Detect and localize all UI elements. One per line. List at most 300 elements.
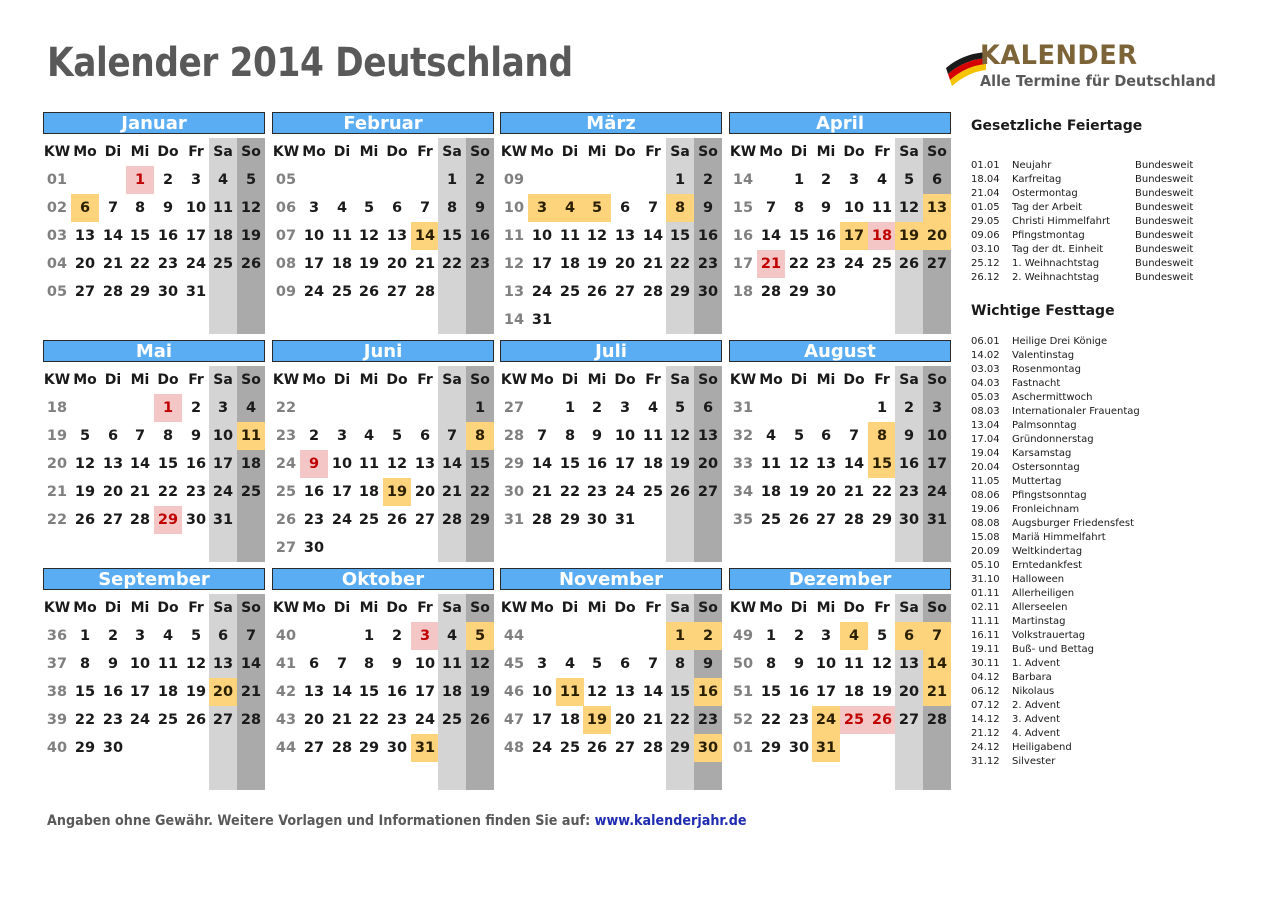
day-cell: 19 — [895, 222, 923, 250]
public-holidays-heading: Gesetzliche Feiertage — [971, 118, 1143, 134]
day-cell: 4 — [564, 656, 576, 672]
holiday-name: 2. Weihnachtstag — [1012, 272, 1100, 283]
day-cell: 5 — [391, 428, 403, 444]
day-cell — [840, 734, 868, 762]
day-cell: 22 — [129, 256, 151, 272]
day-cell: 16 — [185, 456, 207, 472]
day-cell: 25 — [840, 706, 868, 734]
day-cell — [383, 394, 411, 422]
weekday-header: Do — [614, 600, 636, 616]
day-cell: 20 — [614, 712, 636, 728]
day-cell: 28 — [414, 284, 436, 300]
holiday-entry — [971, 419, 1261, 433]
day-cell: 23 — [694, 250, 722, 278]
day-cell: 22 — [666, 250, 694, 278]
day-cell — [583, 306, 611, 334]
day-cell: 26 — [386, 512, 408, 528]
day-cell: 3 — [848, 172, 860, 188]
week-row — [272, 222, 494, 250]
day-cell: 9 — [793, 656, 805, 672]
month-block — [272, 568, 494, 762]
footer-disclaimer: Angaben ohne Gewähr. Weitere Vorlagen und Informationen finden Sie auf: — [47, 813, 595, 829]
weekend-filler — [209, 762, 237, 790]
holiday-date: 05.03 — [971, 392, 1000, 403]
week-row — [43, 450, 265, 478]
day-cell: 13 — [614, 228, 636, 244]
weekday-header: Mo — [73, 144, 97, 160]
day-cell: 22 — [157, 484, 179, 500]
logo[interactable] — [940, 40, 1240, 100]
weekday-header: Do — [614, 144, 636, 160]
weekday-header: Mi — [359, 600, 379, 616]
holiday-date: 01.11 — [971, 588, 1000, 599]
weekday-header: Di — [790, 372, 808, 388]
day-cell — [126, 734, 154, 762]
day-cell: 31 — [614, 512, 636, 528]
month-block — [43, 112, 265, 306]
day-cell — [812, 394, 840, 422]
day-cell: 2 — [466, 166, 494, 194]
week-number: 27 — [275, 540, 297, 556]
holiday-name: Christi Himmelfahrt — [1012, 216, 1111, 227]
weekday-header-row — [729, 366, 951, 394]
week-number: 20 — [46, 456, 68, 472]
week-number: 21 — [46, 484, 68, 500]
holiday-entry — [971, 257, 1261, 271]
week-number-header: KW — [272, 600, 300, 616]
day-cell — [237, 506, 265, 534]
week-number-header: KW — [500, 600, 528, 616]
holiday-entry — [971, 629, 1261, 643]
page-title: Kalender 2014 Deutschland — [47, 40, 573, 86]
holiday-entry — [971, 489, 1261, 503]
day-cell: 12 — [895, 194, 923, 222]
week-number: 07 — [275, 228, 297, 244]
day-cell: 6 — [619, 656, 631, 672]
day-cell: 27 — [614, 284, 636, 300]
weekend-filler — [923, 306, 951, 334]
holiday-name: Karfreitag — [1012, 174, 1062, 185]
holiday-scope: Bundesweit — [1135, 160, 1194, 171]
day-cell: 9 — [694, 650, 722, 678]
day-cell: 24 — [303, 284, 325, 300]
holiday-name: Weltkindertag — [1012, 546, 1083, 557]
month-block — [729, 568, 951, 762]
weekday-header: Sa — [666, 138, 694, 166]
day-cell: 15 — [666, 678, 694, 706]
week-row — [729, 678, 951, 706]
holiday-date: 08.03 — [971, 406, 1000, 417]
weekend-filler-row — [43, 534, 265, 562]
day-cell: 1 — [793, 172, 805, 188]
day-cell — [209, 278, 237, 306]
day-cell: 10 — [129, 656, 151, 672]
holiday-date: 08.08 — [971, 518, 1000, 529]
holiday-entry — [971, 699, 1261, 713]
week-row — [500, 166, 722, 194]
day-cell: 11 — [843, 656, 865, 672]
day-cell: 24 — [531, 284, 553, 300]
day-cell: 16 — [895, 450, 923, 478]
day-cell: 27 — [895, 706, 923, 734]
weekend-filler-row — [43, 306, 265, 334]
day-cell: 18 — [559, 256, 581, 272]
day-cell: 11 — [556, 678, 584, 706]
day-cell: 13 — [303, 684, 325, 700]
holiday-name: 4. Advent — [1012, 728, 1061, 739]
weekend-filler-row — [729, 534, 951, 562]
week-row — [729, 478, 951, 506]
holiday-date: 19.04 — [971, 448, 1000, 459]
holiday-name: Buß- und Bettag — [1012, 644, 1095, 655]
day-cell: 15 — [666, 222, 694, 250]
week-number: 42 — [275, 684, 297, 700]
day-cell: 20 — [414, 484, 436, 500]
week-number-header: KW — [43, 600, 71, 616]
week-row — [729, 706, 951, 734]
week-row — [43, 622, 265, 650]
day-cell — [923, 734, 951, 762]
day-cell: 1 — [876, 400, 888, 416]
week-row — [272, 706, 494, 734]
weekend-filler — [895, 306, 923, 334]
day-cell — [300, 166, 328, 194]
holiday-entry — [971, 391, 1261, 405]
month-name: März — [500, 112, 722, 134]
day-cell: 12 — [871, 656, 893, 672]
week-number: 48 — [503, 740, 525, 756]
holiday-entry — [971, 475, 1261, 489]
day-cell: 9 — [591, 428, 603, 444]
week-number: 37 — [46, 656, 68, 672]
day-cell: 22 — [438, 250, 466, 278]
day-cell: 24 — [843, 256, 865, 272]
day-cell — [666, 306, 694, 334]
holiday-date: 01.01 — [971, 160, 1000, 171]
weekday-header: So — [466, 366, 494, 394]
day-cell: 15 — [129, 228, 151, 244]
holiday-date: 29.05 — [971, 216, 1000, 227]
weekend-filler — [694, 762, 722, 790]
day-cell — [71, 394, 99, 422]
day-cell: 18 — [209, 222, 237, 250]
weekday-header: Fr — [874, 600, 890, 616]
week-row — [272, 394, 494, 422]
week-row — [43, 194, 265, 222]
month-days — [43, 138, 265, 306]
festive-days-list — [971, 335, 1261, 769]
weekend-filler — [895, 534, 923, 562]
holiday-date: 24.12 — [971, 742, 1000, 753]
day-cell: 23 — [466, 250, 494, 278]
week-row — [729, 394, 951, 422]
holiday-name: Heilige Drei Könige — [1012, 336, 1108, 347]
day-cell: 16 — [694, 678, 722, 706]
week-number: 30 — [503, 484, 525, 500]
day-cell: 4 — [765, 428, 777, 444]
weekday-header: Do — [843, 600, 865, 616]
month-days — [500, 594, 722, 762]
weekday-header: Mi — [816, 372, 836, 388]
weekday-header: Di — [104, 144, 122, 160]
day-cell: 11 — [157, 656, 179, 672]
day-cell: 1 — [79, 628, 91, 644]
week-row — [729, 194, 951, 222]
holiday-entry — [971, 187, 1261, 201]
holiday-scope: Bundesweit — [1135, 174, 1194, 185]
weekday-header-row — [43, 138, 265, 166]
day-cell: 13 — [895, 650, 923, 678]
week-row — [500, 250, 722, 278]
day-cell: 8 — [162, 428, 174, 444]
day-cell: 21 — [843, 484, 865, 500]
day-cell: 27 — [209, 706, 237, 734]
week-row — [43, 650, 265, 678]
day-cell: 17 — [840, 222, 868, 250]
day-cell: 14 — [237, 650, 265, 678]
day-cell: 21 — [237, 678, 265, 706]
month-days — [500, 366, 722, 534]
holiday-date: 25.12 — [971, 258, 1000, 269]
day-cell: 17 — [331, 484, 353, 500]
holiday-name: Muttertag — [1012, 476, 1062, 487]
day-cell — [528, 394, 556, 422]
holiday-entry — [971, 671, 1261, 685]
week-number-header: KW — [272, 372, 300, 388]
month-block — [729, 340, 951, 534]
day-cell: 5 — [237, 166, 265, 194]
day-cell: 27 — [74, 284, 96, 300]
weekday-header: So — [694, 366, 722, 394]
day-cell — [694, 306, 722, 334]
month-name: September — [43, 568, 265, 590]
weekend-filler — [237, 306, 265, 334]
day-cell: 15 — [559, 456, 581, 472]
holiday-entry — [971, 271, 1261, 285]
day-cell: 22 — [760, 712, 782, 728]
weekday-header: Mo — [73, 600, 97, 616]
day-cell — [895, 734, 923, 762]
day-cell: 6 — [419, 428, 431, 444]
day-cell: 16 — [788, 684, 810, 700]
day-cell: 6 — [308, 656, 320, 672]
month-block — [500, 568, 722, 762]
day-cell: 17 — [531, 256, 553, 272]
day-cell: 29 — [559, 512, 581, 528]
holiday-name: Ostermontag — [1012, 188, 1078, 199]
day-cell — [611, 306, 639, 334]
day-cell — [411, 534, 439, 562]
month-name: August — [729, 340, 951, 362]
weekend-filler-row — [272, 306, 494, 334]
weekday-header: Mo — [530, 372, 554, 388]
day-cell: 22 — [788, 256, 810, 272]
day-cell: 4 — [162, 628, 174, 644]
day-cell: 1 — [666, 622, 694, 650]
day-cell: 13 — [694, 422, 722, 450]
day-cell: 25 — [209, 250, 237, 278]
month-days — [729, 138, 951, 306]
week-number: 44 — [275, 740, 297, 756]
holiday-date: 19.11 — [971, 644, 1000, 655]
day-cell: 29 — [154, 506, 182, 534]
month-block — [272, 340, 494, 562]
week-number: 40 — [275, 628, 297, 644]
day-cell: 14 — [642, 228, 664, 244]
day-cell: 7 — [765, 200, 777, 216]
day-cell: 4 — [363, 428, 375, 444]
week-row — [272, 678, 494, 706]
week-number: 38 — [46, 684, 68, 700]
week-number: 03 — [46, 228, 68, 244]
day-cell: 23 — [102, 712, 124, 728]
day-cell — [328, 166, 356, 194]
holiday-date: 11.11 — [971, 616, 1000, 627]
holiday-entry — [971, 243, 1261, 257]
day-cell — [757, 166, 785, 194]
day-cell: 16 — [466, 222, 494, 250]
week-row — [500, 450, 722, 478]
day-cell: 23 — [386, 712, 408, 728]
week-row — [729, 250, 951, 278]
month-name: Juli — [500, 340, 722, 362]
day-cell: 25 — [559, 284, 581, 300]
holiday-name: 1. Advent — [1012, 658, 1061, 669]
weekday-header: Di — [104, 372, 122, 388]
weekday-header-row — [272, 594, 494, 622]
day-cell: 6 — [694, 394, 722, 422]
week-number: 10 — [503, 200, 525, 216]
week-row — [43, 422, 265, 450]
day-cell: 4 — [556, 194, 584, 222]
weekday-header: Mi — [587, 600, 607, 616]
day-cell — [583, 166, 611, 194]
week-number: 34 — [732, 484, 754, 500]
weekday-header: Mi — [587, 144, 607, 160]
day-cell: 19 — [583, 706, 611, 734]
day-cell: 8 — [79, 656, 91, 672]
day-cell: 1 — [438, 166, 466, 194]
day-cell: 3 — [536, 656, 548, 672]
week-number: 52 — [732, 712, 754, 728]
holiday-entry — [971, 741, 1261, 755]
day-cell: 12 — [74, 456, 96, 472]
day-cell: 19 — [788, 484, 810, 500]
day-cell: 19 — [237, 222, 265, 250]
day-cell — [611, 622, 639, 650]
festive-days-heading: Wichtige Festtage — [971, 303, 1115, 319]
day-cell: 21 — [531, 484, 553, 500]
day-cell — [328, 622, 356, 650]
day-cell: 16 — [157, 228, 179, 244]
weekday-header: Di — [790, 600, 808, 616]
day-cell: 14 — [642, 684, 664, 700]
holiday-name: 1. Weihnachtstag — [1012, 258, 1100, 269]
week-row — [272, 278, 494, 306]
week-number-header: KW — [729, 144, 757, 160]
day-cell: 16 — [303, 484, 325, 500]
footer-link[interactable]: www.kalenderjahr.de — [594, 813, 747, 829]
holiday-name: 2. Advent — [1012, 700, 1061, 711]
day-cell: 31 — [923, 506, 951, 534]
week-number-header: KW — [500, 144, 528, 160]
day-cell: 12 — [386, 456, 408, 472]
day-cell: 26 — [358, 284, 380, 300]
weekday-header: So — [923, 594, 951, 622]
weekday-header: So — [694, 138, 722, 166]
week-number: 19 — [46, 428, 68, 444]
holiday-entry — [971, 363, 1261, 377]
weekend-filler — [895, 762, 923, 790]
weekday-header-row — [43, 366, 265, 394]
weekday-header: Do — [157, 144, 179, 160]
holiday-date: 15.08 — [971, 532, 1000, 543]
day-cell: 28 — [129, 512, 151, 528]
week-number: 45 — [503, 656, 525, 672]
day-cell: 13 — [74, 228, 96, 244]
weekend-filler-row — [500, 534, 722, 562]
day-cell: 9 — [190, 428, 202, 444]
holiday-name: Halloween — [1012, 574, 1065, 585]
day-cell: 24 — [812, 706, 840, 734]
day-cell: 15 — [74, 684, 96, 700]
holiday-entry — [971, 349, 1261, 363]
holiday-scope: Bundesweit — [1135, 258, 1194, 269]
day-cell: 10 — [209, 422, 237, 450]
weekday-header: Mo — [302, 600, 326, 616]
day-cell: 7 — [848, 428, 860, 444]
day-cell: 15 — [157, 456, 179, 472]
day-cell: 2 — [694, 622, 722, 650]
day-cell: 11 — [438, 650, 466, 678]
week-number: 22 — [46, 512, 68, 528]
week-number: 50 — [732, 656, 754, 672]
day-cell: 29 — [129, 284, 151, 300]
day-cell: 21 — [438, 478, 466, 506]
day-cell: 11 — [642, 428, 664, 444]
day-cell: 14 — [843, 456, 865, 472]
holiday-entry — [971, 545, 1261, 559]
week-number: 26 — [275, 512, 297, 528]
weekday-header: So — [237, 366, 265, 394]
day-cell: 4 — [336, 200, 348, 216]
weekday-header: Do — [386, 600, 408, 616]
weekday-header: Mi — [587, 372, 607, 388]
week-number-header: KW — [43, 144, 71, 160]
day-cell: 13 — [102, 456, 124, 472]
week-number: 09 — [503, 172, 525, 188]
week-number: 15 — [732, 200, 754, 216]
day-cell: 17 — [209, 450, 237, 478]
weekday-header: Sa — [438, 366, 466, 394]
week-row — [729, 422, 951, 450]
day-cell — [639, 506, 667, 534]
public-holidays-list — [971, 159, 1261, 285]
day-cell: 30 — [303, 540, 325, 556]
holiday-date: 03.03 — [971, 364, 1000, 375]
week-row — [43, 250, 265, 278]
holiday-date: 14.12 — [971, 714, 1000, 725]
day-cell: 21 — [757, 250, 785, 278]
day-cell: 26 — [586, 740, 608, 756]
weekend-filler — [438, 762, 466, 790]
day-cell: 30 — [694, 278, 722, 306]
week-number: 11 — [503, 228, 525, 244]
holiday-date: 31.12 — [971, 756, 1000, 767]
day-cell: 6 — [391, 200, 403, 216]
day-cell — [300, 622, 328, 650]
weekday-header: Mi — [130, 600, 150, 616]
